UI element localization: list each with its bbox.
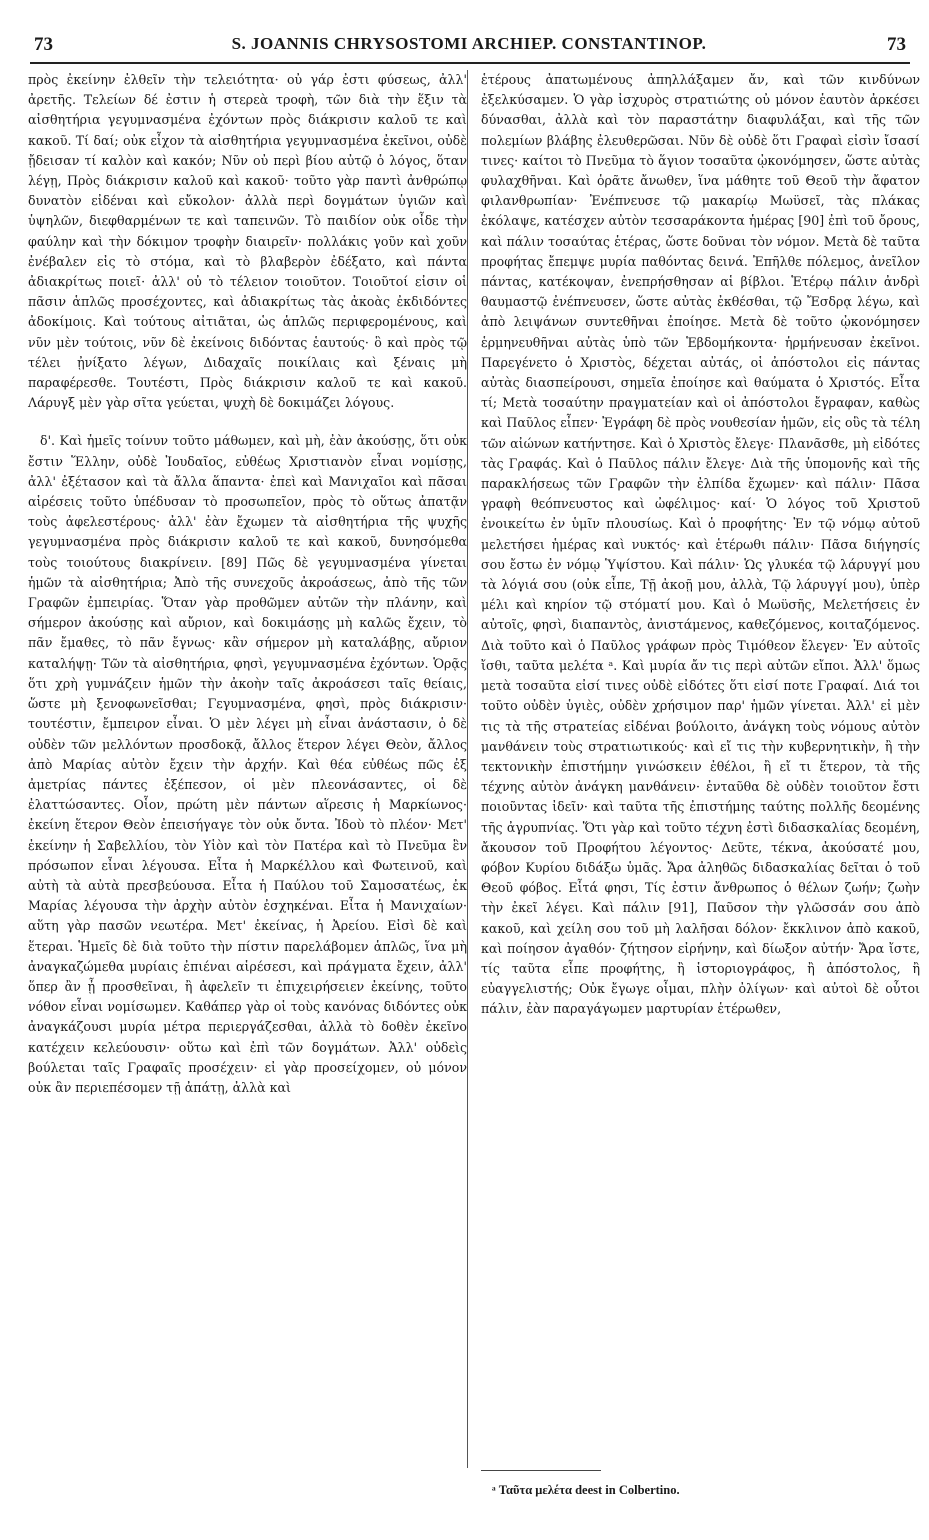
column-divider xyxy=(467,70,468,1468)
right-page-number: 73 xyxy=(887,34,906,55)
left-column xyxy=(28,70,467,1098)
right-column xyxy=(481,70,920,1020)
right-paragraph-1: ἑτέρους ἀπατωμένους ἀπηλλάξαμεν ἄν, καὶ τῶν κινδύνων ἐξελκύσαμεν. Ὁ γὰρ ἰσχυρὸς στρατιώτης οὐ μόνον ἑαυτὸν ἀρκέσει δύνασθαι, ἀλλὰ καὶ τὸν παραστάτην διαφυλάξαι, καὶ τῆς τῶν πολεμίων βλάβης ἐλευθερῶσαι. Νῦν δὲ οὐδὲ ὅτι Γραφαὶ εἰσὶν ἴσασί τινες· καίτοι τὸ Πνεῦμα τὸ ἅγιον τοσαῦτα ᾠκονόμησεν, ὥστε αὐτὰς φυλαχθῆναι. Καὶ ὁρᾶτε ἄνωθεν, ἵνα μάθητε τοῦ Θεοῦ τὴν ἄφατον φιλανθρωπίαν· Ἐνέπνευσε τῷ μακαρίῳ Μωϋσεῖ, τὰς πλάκας ἐκόλαψε, κατέσχεν αὐτὸν τεσσαράκοντα ἡμέρας [90] ἐπὶ τοῦ ὄρους, καὶ πάλιν τοσαύτας ἑτέρας, ὥστε δοῦναι τὸν νόμον. Μετὰ δὲ ταῦτα προφήτας ἔπεμψε μυρία παθόντας δεινά. Ἐπῆλθε πόλεμος, ἀνεῖλον πάντας, κατέκοψαν, ἐνεπρήσθησαν αἱ βίβλοι. Ἑτέρῳ πάλιν ἀνδρὶ θαυμαστῷ ἐνέπνευσεν, ὥστε αὐτὰς ἐκθέσθαι, τῷ Ἔσδρᾳ λέγω, καὶ ἀπὸ λειψάνων συντεθῆναι ἐποίησε. Μετὰ δὲ τοῦτο ᾠκονόμησεν ἑρμηνευθῆναι αὐτὰς ὑπὸ τῶν Ἑβδομήκοντα· ἡρμήνευσαν ἐκεῖνοι. Παρεγένετο ὁ Χριστὸς, δέχεται αὐτάς, οἱ ἀπόστολοι εἰς πάντας αὐτὰς διασπείρουσι, σημεῖα ἐποίησε καὶ θαύματα ὁ Χριστός. Εἶτα τί; Μετὰ τοσαύτην πραγματείαν καὶ οἱ ἀπόστολοι ἔγραφαν, καθὼς καὶ Παῦλος εἶπεν· Ἐγράφη δὲ πρὸς νουθεσίαν ἡμῶν, εἰς οὓς τὰ τέλη τῶν αἰώνων κατήντησε. Καὶ ὁ Χριστὸς ἔλεγε· Πλανᾶσθε, μὴ εἰδότες τὰς Γραφάς. Καὶ ὁ Παῦλος πάλιν ἔλεγε· Διὰ τῆς ὑπομονῆς καὶ τῆς παρακλήσεως τῶν Γραφῶν τὴν ἐλπίδα ἔχωμεν· καὶ πάλιν· Πᾶσα γραφὴ θεόπνευστος καὶ ὠφέλιμος· καί· Ὁ λόγος τοῦ Χριστοῦ ἐνοικείτω ἐν ὑμῖν πλουσίως. Καὶ ὁ προφήτης· Ἐν τῷ νόμῳ αὐτοῦ μελετήσει ἡμέρας καὶ νυκτός· καὶ ἑτέρωθι πάλιν· Πᾶσα διήγησίς σου ἔστω ἐν νόμῳ Ὑψίστου. Καὶ πάλιν· Ὡς γλυκέα τῷ λάρυγγί μου τὰ λόγιά σου (οὐκ εἶπε, Τῇ ἀκοῇ μου, ἀλλὰ, Τῷ λάρυγγί μου), ὑπὲρ μέλι καὶ κηρίον τῷ στόματί μου. Καὶ ὁ Μωϋσῆς, Μελετήσεις ἐν αὐτοῖς, φησὶ, διαπαντὸς, ἀνιστάμενος, καθεζόμενος, κοιταζόμενος. Διὰ τοῦτο καὶ ὁ Παῦλος γράφων πρὸς Τιμόθεον ἔλεγεν· Ἐν αὐτοῖς ἴσθι, ταῦτα μελέτα ᵃ. Καὶ μυρία ἄν τις περὶ αὐτῶν εἴποι. Ἀλλ' ὅμως μετὰ τοσαῦτα εἰσί τινες οὐδὲ εἰδότες ὅτι εἰσί ποτε Γραφαί. Διά τοι τοῦτο οὐδὲν ὑγιὲς, οὐδὲν χρήσιμον παρ' ἡμῶν γίνεται. Ἀλλ' εἰ μὲν τις τὰ τῆς στρατείας εἰδέναι βούλοιτο, ἀνάγκη τοὺς νόμους αὐτὸν μανθάνειν τοὺς στρατιωτικούς· καὶ εἴ τις τὴν κυβερνητικὴν, ἢ τὴν τεκτονικὴν ἐπιστήμην γινώσκειν ἐθέλοι, ἢ εἴ τι ἕτερον, τὰ τῆς τέχνης αὐτὸν ἀνάγκη μανθάνειν· ἐνταῦθα δὲ οὐδὲν τοιοῦτον ἔστι ποιοῦντας ἰδεῖν· καὶ ταῦτα τῆς ἐπιστήμης ταύτης πολλῆς δεομένης τῆς ἀγρυπνίας. Ὅτι γὰρ καὶ τοῦτο τέχνη ἐστὶ διδασκαλίας δεομένη, ἄκουσον τοῦ Προφήτου λέγοντος· Δεῦτε, τέκνα, ἀκούσατέ μου, φόβον Κυρίου διδάξω ὑμᾶς. Ἄρα ἀληθῶς διδασκαλίας δεῖται ὁ τοῦ Θεοῦ φόβος. Εἶτά φησι, Τίς ἐστιν ἄνθρωπος ὁ θέλων ζωήν; ζωὴν τὴν ἐκεῖ λέγει. Καὶ πάλιν [91], Παῦσον τὴν γλῶσσάν σου ἀπὸ κακοῦ, καὶ χείλη σου τοῦ μὴ λαλῆσαι δόλον· ἔκκλινον ἀπὸ κακοῦ, καὶ ποίησον ἀγαθόν· ζήτησον εἰρήνην, καὶ δίωξον αὐτήν· Ἄρα ἴστε, τίς ταῦτα εἶπε προφήτης, ἢ ἱστοριογράφος, ἢ ἀπόστολος, ἢ εὐαγγελιστής; Οὐκ ἔγωγε οἶμαι, πλὴν ὀλίγων· καὶ αὐτοὶ δὲ οὗτοι πάλιν, ἐὰν παραγάγωμεν μαρτυρίαν ἑτέρωθεν, xyxy=(481,72,920,1017)
left-paragraph-1: πρὸς ἐκείνην ἐλθεῖν τὴν τελειότητα· οὐ γάρ ἐστι φύσεως, ἀλλ' ἀρετῆς. Τελείων δέ ἐστιν ἡ στερεὰ τροφὴ, τῶν διὰ τὴν ἕξιν τὰ αἰσθητήρια γεγυμνασμένα ἐχόντων πρὸς διάκρισιν καλοῦ τε καὶ κακοῦ. Τί δαί; οὐκ εἶχον τὰ αἰσθητήρια γεγυμνασμένα ἐκεῖνοι, οὐδὲ ᾔδεισαν τί καλὸν καὶ κακόν; Νῦν οὐ περὶ βίου αὐτῷ ὁ λόγος, ὅταν λέγῃ, Πρὸς διάκρισιν καλοῦ καὶ κακοῦ· τοῦτο γὰρ παντὶ ἀνθρώπῳ δυνατὸν εἰδέναι καὶ εὔκολον· ἀλλὰ περὶ δογμάτων ὑγιῶν καὶ ὑψηλῶν, διεφθαρμένων τε καὶ ταπεινῶν. Τὸ παιδίον οὐκ οἶδε τὴν φαύλην καὶ τὴν δόκιμον τροφὴν διαιρεῖν· πολλάκις γοῦν καὶ χοῦν ἐνέβαλεν εἰς τὸ στόμα, καὶ τὸ βλαβερὸν ἐδέξατο, καὶ πάντα ἀδιακρίτως ποιεῖ· ἀλλ' οὐ τὸ τέλειον τοιοῦτον. Τοιοῦτοί εἰσιν οἱ πᾶσιν ἁπλῶς προσέχοντες, καὶ ἀδιακρίτως τὰς ἀκοὰς ἐκδιδόντες ἀδοκίμοις. Καὶ τούτους αἰτιᾶται, ὡς ἁπλῶς περιφερομένους, καὶ νῦν μὲν τούτοις, νῦν δὲ ἐκείνοις διδόντας ἑαυτούς· ὃ καὶ πρὸς τῷ τέλει ᾐνίξατο λέγων, Διδαχαῖς ποικίλαις καὶ ξέναις μὴ παραφέρεσθε. Τουτέστι, Πρὸς διάκρισιν καλοῦ τε καὶ κακοῦ. Λάρυγξ μὲν γὰρ σῖτα γεύεται, ψυχὴ δὲ δοκιμάζει λόγους. xyxy=(28,72,467,411)
running-title: S. JOANNIS CHRYSOSTOMI ARCHIEP. CONSTANTINOP. xyxy=(231,34,707,53)
footnote: ᵃ Ταῦτα μελέτα deest in Colbertino. xyxy=(492,1483,680,1497)
footnote-rule xyxy=(481,1470,601,1471)
left-page-number: 73 xyxy=(34,34,53,55)
header-rule xyxy=(30,62,910,64)
left-paragraph-2: δ'. Καὶ ἡμεῖς τοίνυν τοῦτο μάθωμεν, καὶ μὴ, ἐὰν ἀκούσῃς, ὅτι οὐκ ἔστιν Ἕλλην, οὐδὲ Ἰουδαῖος, εὐθέως Χριστιανὸν εἶναι νομίσῃς, ἀλλ' ἐξέτασον καὶ τὰ ἄλλα ἅπαντα· ἐπεὶ καὶ Μανιχαῖοι καὶ πᾶσαι αἱρέσεις τοῦτο ὑπέδυσαν τὸ προσωπεῖον, πρὸς τὸ οὕτως ἀπατᾷν τοὺς ἀφελεστέρους· ἀλλ' ἐὰν ἔχωμεν τὰ αἰσθητήρια τῆς ψυχῆς γεγυμνασμένα πρὸς διάκρισιν καλοῦ τε καὶ κακοῦ, δυνησόμεθα τοὺς τοιούτους διακρίνειν. [89] Πῶς δὲ γεγυμνασμένα γίνεται ἡμῶν τὰ αἰσθητήρια; Ἀπὸ τῆς συνεχοῦς ἀκροάσεως, ἀπὸ τῆς τῶν Γραφῶν ἐμπειρίας. Ὅταν γὰρ προθῶμεν αὐτῶν τὴν πλάνην, καὶ σήμερον ἀκούσῃς καὶ αὔριον, καὶ δοκιμάσῃς μὴ καλῶς ἔχειν, τὸ πᾶν ἔμαθες, τὸ πᾶν ἔγνως· κἂν σήμερον μὴ καταλάβῃς, αὔριον καταλήψῃ· Τῶν τὰ αἰσθητήρια, φησὶ, γεγυμνασμένα ἐχόντων. Ὁρᾷς ὅτι χρὴ γυμνάζειν ἡμῶν τὴν ἀκοὴν ταῖς ἀκροάσεσι ταῖς θείαις, ὥστε μὴ ξενοφωνεῖσθαι; Γεγυμνασμένα, φησὶ, πρὸς διάκρισιν· τουτέστιν, ἔμπειρον εἶναι. Ὁ μὲν λέγει μὴ εἶναι ἀνάστασιν, ὁ δὲ οὐδὲν τῶν μελλόντων προσδοκᾷ, ἄλλος ἕτερον λέγει Θεὸν, ἄλλος ἀπὸ Μαρίας αὐτὸν ἔχειν τὴν ἀρχήν. Καὶ θέα εὐθέως πῶς ἐξ ἀμετρίας πάντες ἐξέπεσον, οἱ μὲν πλεονάσαντες, οἱ δὲ ἐλαττώσαντες. Οἷον, πρώτη μὲν πάντων αἵρεσις ἡ Μαρκίωνος· ἐκείνη ἕτερον Θεὸν ἐπεισήγαγε τὸν οὐκ ὄντα. Ἰδοὺ τὸ πλέον· Μετ' ἐκείνην ἡ Σαβελλίου, τὸν Υἱὸν καὶ τὸν Πατέρα καὶ τὸ Πνεῦμα ἓν πρόσωπον εἶναι λέγουσα. Εἶτα ἡ Μαρκέλλου καὶ Φωτεινοῦ, καὶ αὐτὴ τὰ αὐτὰ πρεσβεύουσα. Εἶτα ἡ Παύλου τοῦ Σαμοσατέως, ἐκ Μαρίας λέγουσα τὴν ἀρχὴν αὐτὸν ἐσχηκέναι. Εἶτα ἡ Μανιχαίων· αὕτη γὰρ πασῶν νεωτέρα. Μετ' ἐκείνας, ἡ Ἀρείου. Εἰσὶ δὲ καὶ ἕτεραι. Ἡμεῖς δὲ διὰ τοῦτο τὴν πίστιν παρελάβομεν ἁπλῶς, ἵνα μὴ ἀναγκαζώμεθα μυρίαις ἐπιέναι αἱρέσεσι, καὶ πράγματα ἔχειν, ἀλλ' ὅπερ ἂν ᾖ προσθεῖναι, ἢ ἀφελεῖν τι ἐπιχειρήσειεν ἐκείνης, τοῦτο νόθον εἶναι νομίσωμεν. Καθάπερ γὰρ οἱ τοὺς κανόνας διδόντες οὐκ ἀναγκάζουσι μυρία μέτρα περιεργάζεσθαι, ἀλλὰ τὸ δοθὲν ἐκεῖνο κατέχειν κελεύουσιν· οὕτω καὶ ἐπὶ τῶν δογμάτων. Ἀλλ' οὐδεὶς βούλεται ταῖς Γραφαῖς προσέχειν· εἰ γὰρ προσείχομεν, οὐ μόνον οὐκ ἂν περιεπέσομεν τῇ ἀπάτῃ, ἀλλὰ καὶ xyxy=(28,433,467,1095)
page-header xyxy=(28,34,910,58)
